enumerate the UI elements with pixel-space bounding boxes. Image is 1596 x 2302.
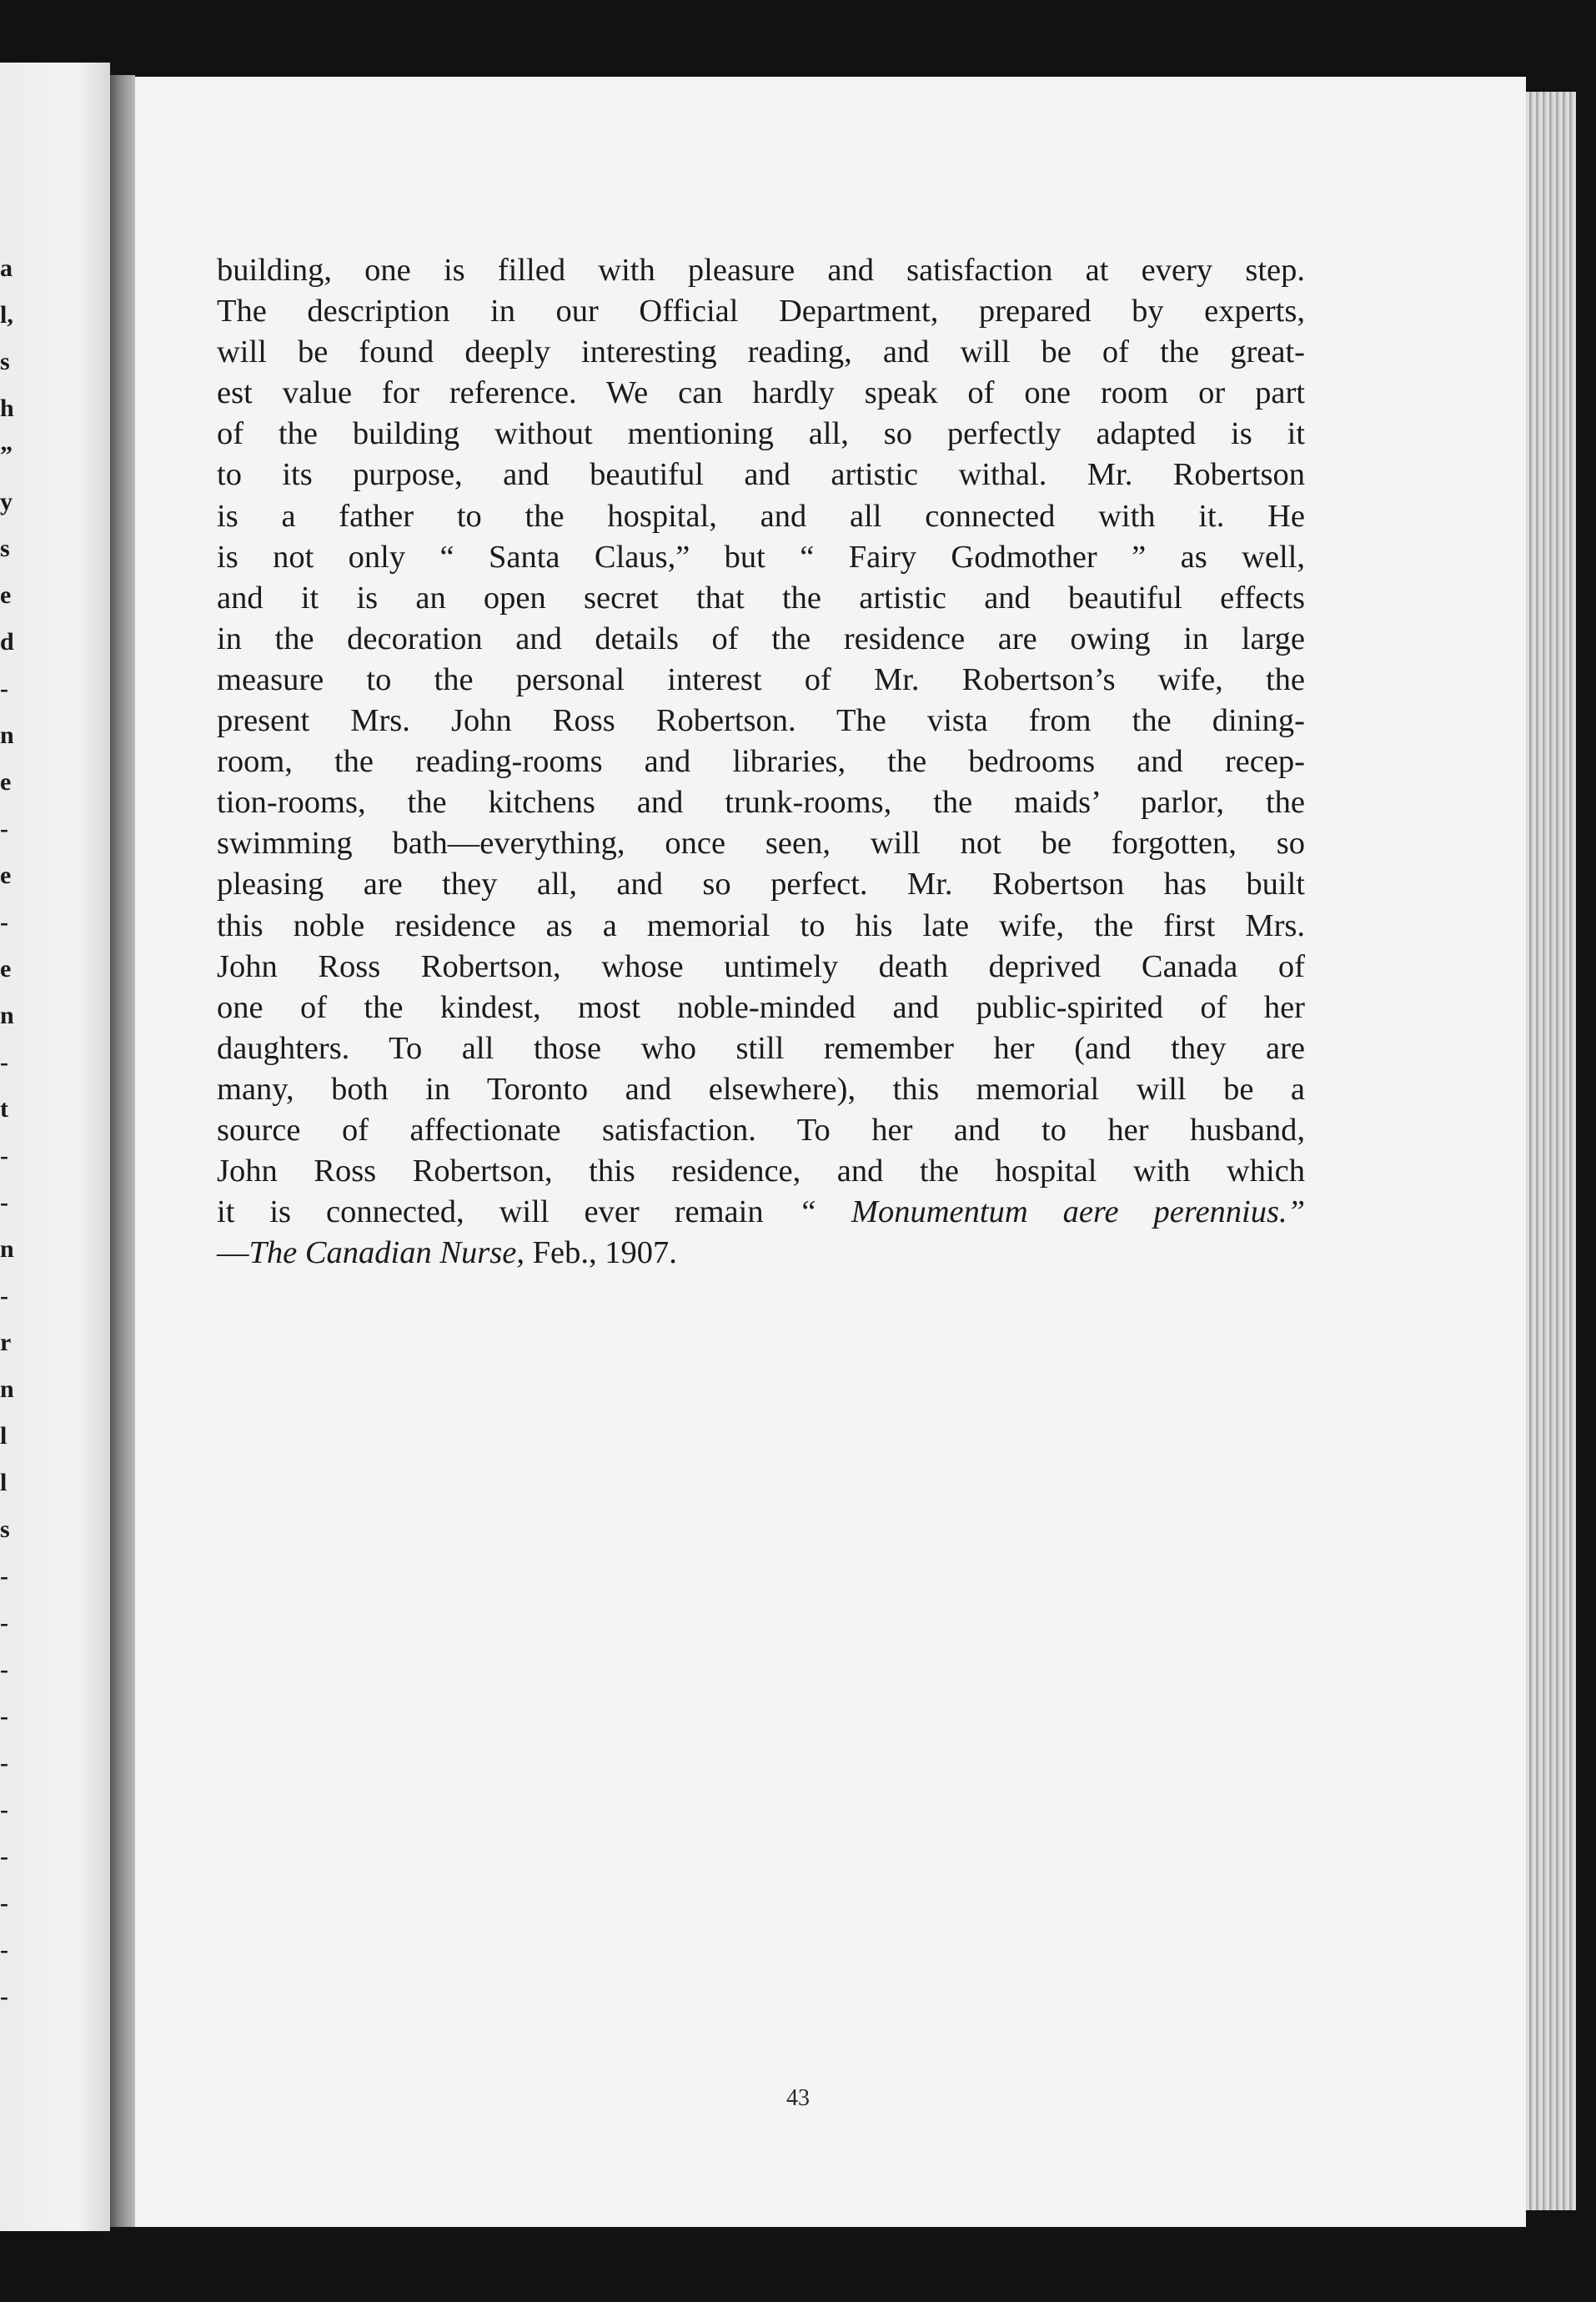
text-line: pleasing are they all, and so perfect. Mr. Robertson has built bbox=[217, 867, 1305, 902]
facing-page-margin-char: - bbox=[0, 1609, 8, 1636]
citation-date: Feb., 1907. bbox=[524, 1235, 677, 1271]
citation-source: The Canadian Nurse, bbox=[248, 1235, 524, 1271]
facing-page-margin-char: s bbox=[0, 348, 10, 375]
facing-page-margin-char: ” bbox=[0, 441, 13, 469]
text-line-quote bbox=[217, 1192, 1305, 1233]
facing-page-margin-char: l bbox=[0, 1422, 8, 1450]
facing-page-margin-char: - bbox=[0, 1562, 8, 1590]
text-line: is a father to the hospital, and all connected with it. He bbox=[217, 498, 1305, 534]
facing-page-margin-text bbox=[0, 63, 17, 2231]
body-text bbox=[217, 250, 1305, 1274]
citation bbox=[217, 1233, 1305, 1274]
facing-page-margin-char: - bbox=[0, 815, 8, 842]
text-line: to its purpose, and beautiful and artistic withal. Mr. Robertson bbox=[217, 457, 1305, 493]
facing-page-margin-char: y bbox=[0, 488, 13, 515]
facing-page-margin-char: n bbox=[0, 1375, 14, 1403]
text-line: room, the reading-rooms and libraries, the bedrooms and recep- bbox=[217, 744, 1305, 780]
facing-page-margin-char: - bbox=[0, 1048, 8, 1076]
facing-page-margin-char: - bbox=[0, 1889, 8, 1917]
text-line: measure to the personal interest of Mr. Robertson’s wife, the bbox=[217, 661, 1305, 697]
facing-page-margin-char: - bbox=[0, 908, 8, 936]
facing-page-margin-char: l bbox=[0, 1469, 8, 1496]
text-line: est value for reference. We can hardly speak of one room or part bbox=[217, 375, 1305, 411]
facing-page-margin-char: - bbox=[0, 1282, 8, 1309]
text-line: daughters. To all those who still remember her (and they are bbox=[217, 1030, 1305, 1066]
citation-dash: — bbox=[217, 1235, 249, 1271]
text-line: many, both in Toronto and elsewhere), this memorial will be a bbox=[217, 1071, 1305, 1107]
text-line: present Mrs. John Ross Robertson. The vista from the dining- bbox=[217, 703, 1305, 739]
facing-page-margin-char: e bbox=[0, 955, 12, 983]
facing-page-margin-char: r bbox=[0, 1329, 12, 1356]
text-line: source of affectionate satisfaction. To her and to her husband, bbox=[217, 1112, 1305, 1148]
facing-page-margin-char: s bbox=[0, 1515, 10, 1543]
text-line: swimming bath—everything, once seen, will not be forgotten, so bbox=[217, 826, 1305, 862]
facing-page-margin-char: - bbox=[0, 1936, 8, 1963]
text-line: John Ross Robertson, whose untimely death deprived Canada of bbox=[217, 948, 1305, 984]
facing-page-margin-char: a bbox=[0, 254, 13, 282]
text-line: The description in our Official Department, prepared by experts, bbox=[217, 294, 1305, 329]
facing-page-margin-char: - bbox=[0, 1749, 8, 1777]
page-number: 43 bbox=[786, 2085, 810, 2111]
facing-page-edge bbox=[0, 63, 110, 2231]
book-gutter bbox=[110, 75, 135, 2227]
facing-page-margin-char: - bbox=[0, 1702, 8, 1730]
facing-page-margin-char: - bbox=[0, 1842, 8, 1870]
facing-page-margin-char: - bbox=[0, 1656, 8, 1683]
text-line: this noble residence as a memorial to his late wife, the first Mrs. bbox=[217, 907, 1305, 943]
facing-page-margin-char: - bbox=[0, 1142, 8, 1169]
facing-page-margin-char: e bbox=[0, 581, 12, 609]
text-line: and it is an open secret that the artistic and beautiful effects bbox=[217, 580, 1305, 616]
text-line: in the decoration and details of the residence are owing in large bbox=[217, 621, 1305, 656]
facing-page-margin-char: n bbox=[0, 1002, 14, 1029]
text-line: tion-rooms, the kitchens and trunk-rooms, the maids’ parlor, the bbox=[217, 785, 1305, 821]
facing-page-margin-char: e bbox=[0, 862, 12, 889]
facing-page-margin-char: - bbox=[0, 1189, 8, 1216]
text-line: of the building without mentioning all, so perfectly adapted is it bbox=[217, 416, 1305, 452]
text-line: John Ross Robertson, this residence, and the hospital with which bbox=[217, 1154, 1305, 1189]
text-line: building, one is filled with pleasure and satisfaction at every step. bbox=[217, 253, 1305, 288]
facing-page-margin-char: - bbox=[0, 675, 8, 702]
facing-page-margin-char: n bbox=[0, 1235, 14, 1263]
facing-page-margin-char: s bbox=[0, 535, 10, 562]
facing-page-margin-char: t bbox=[0, 1095, 8, 1123]
facing-page-margin-char: e bbox=[0, 768, 12, 796]
page-stack-edge bbox=[1526, 92, 1576, 2210]
facing-page-margin-char: d bbox=[0, 628, 14, 656]
facing-page-margin-char: h bbox=[0, 395, 14, 422]
text-line: one of the kindest, most noble-minded and public-spirited of her bbox=[217, 989, 1305, 1025]
text-line-quote-prefix: it is connected, will ever remain bbox=[217, 1194, 799, 1230]
facing-page-margin-char: - bbox=[0, 1983, 8, 2010]
latin-quote: “ Monumentum aere perennius.” bbox=[798, 1194, 1305, 1230]
text-line: will be found deeply interesting reading, and will be of the great- bbox=[217, 334, 1305, 370]
text-line: is not only “ Santa Claus,” but “ Fairy Godmother ” as well, bbox=[217, 539, 1305, 575]
facing-page-margin-char: l, bbox=[0, 301, 13, 329]
facing-page-margin-char: - bbox=[0, 1796, 8, 1823]
facing-page-margin-char: n bbox=[0, 721, 14, 749]
